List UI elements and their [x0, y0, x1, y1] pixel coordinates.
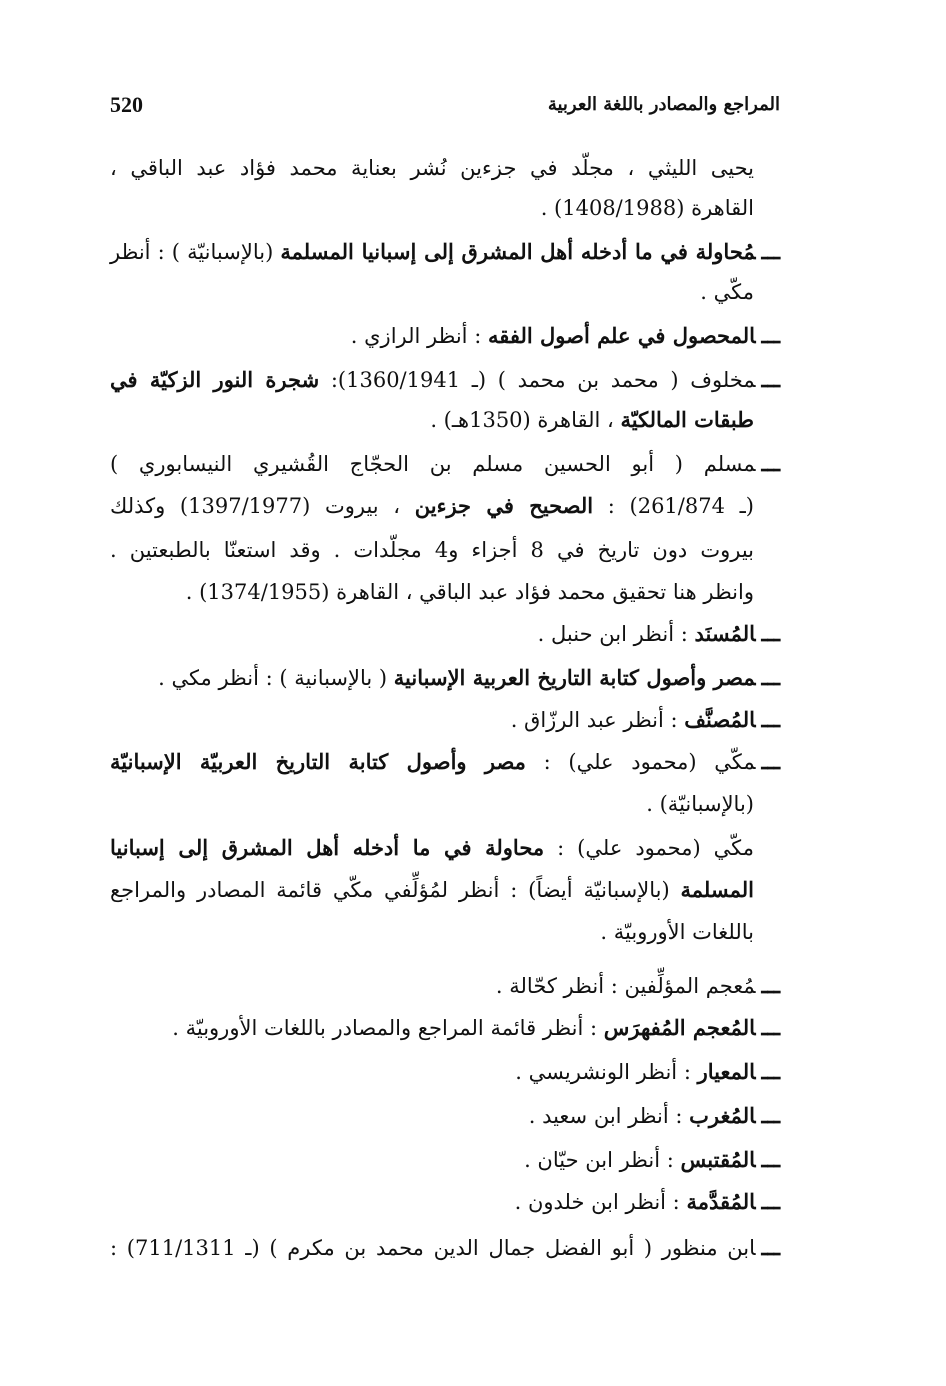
entry-mughrib: ـــالمُغرب : أنظر ابن سعيد . — [528, 1103, 780, 1128]
entry-misr: ـــمصر وأصول كتابة التاريخ العربية الإسبانية ( بالإسبانية ) : أنظر مكي . — [158, 665, 780, 690]
entry-makhluf: ـــمخلوف ( محمد بن محمد ) (ـ 1360/1941): شجرة النور الزكيّة في — [110, 367, 780, 392]
entry-mujam-mufahras: ـــالمُعجم المُفهرَس : أنظر قائمة المراجع والمصادر باللغات الأوروبيّة . — [172, 1015, 780, 1040]
entry-line: طبقات المالكيّة ، القاهرة (1350هـ) . — [430, 407, 754, 432]
entry-line: (ـ 261/874) : الصحيح في جزءين ، بيروت (1397/1977) وكذلك — [110, 493, 754, 518]
entry-line: وانظر هنا تحقيق محمد فؤاد عبد الباقي ، القاهرة (1374/1955) . — [185, 580, 754, 604]
entry-makki-2: مكّي (محمود علي) : محاولة في ما أدخله أهل المشرق إلى إسبانيا — [110, 835, 754, 860]
entry-mahsul: ـــالمحصول في علم أصول الفقه : أنظر الرازي . — [350, 323, 780, 348]
page-header — [110, 92, 780, 122]
entry-line: (بالإسبانيّة) . — [646, 792, 754, 816]
entry-line: باللغات الأوروبيّة . — [600, 920, 754, 944]
entry-line: بيروت دون تاريخ في 8 أجزاء و4 مجلّدات . وقد استعنّا بالطبعتين . — [110, 538, 755, 562]
entry-line: المسلمة (بالإسبانيّة أيضاً) : أنظر لمُؤلِّفي مكّي قائمة المصادر والمراجع — [110, 877, 754, 902]
entry-muslim: ـــمسلم ( أبو الحسين مسلم بن الحجّاج القُشيري النيسابوري ) — [110, 451, 780, 476]
entry-musannaf: ـــالمُصنَّف : أنظر عبد الرزّاق . — [510, 707, 780, 732]
entry-line: مكّي . — [700, 280, 754, 304]
entry-makki: ـــمكّي (محمود علي) : مصر وأصول كتابة التاريخ العربيّة الإسبانيّة — [110, 749, 780, 774]
entry-muqaddima: ـــالمُقدَّمة : أنظر ابن خلدون . — [514, 1189, 780, 1214]
entry-ibn-manzur: ـــابن منظور ( أبو الفضل جمال الدين محمد بن مكرم ) (ـ 711/1311) : — [110, 1235, 780, 1260]
entry-line: يحيى الليثي ، مجلّد في جزءين نُشر بعناية محمد فؤاد عبد الباقي ، — [110, 156, 754, 180]
entry-mujam-muallifin: ـــمُعجم المؤلِّفين : أنظر كحّالة . — [495, 973, 780, 998]
page-number: 520 — [110, 92, 143, 117]
running-title: المراجع والمصادر باللغة العربية — [547, 94, 780, 115]
entry-muqtabis: ـــالمُقتبس : أنظر ابن حيّان . — [524, 1147, 780, 1172]
entry-musnad: ـــالمُسنَد : أنظر ابن حنبل . — [537, 621, 780, 646]
entry-line: القاهرة (1408/1988) . — [540, 196, 754, 220]
entry-muhawala: ـــمُحاولة في ما أدخله أهل المشرق إلى إسبانيا المسلمة (بالإسبانيّة ) : أنظر — [110, 239, 780, 264]
entry-miyar: ـــالمعيار : أنظر الونشريسي . — [515, 1059, 780, 1084]
